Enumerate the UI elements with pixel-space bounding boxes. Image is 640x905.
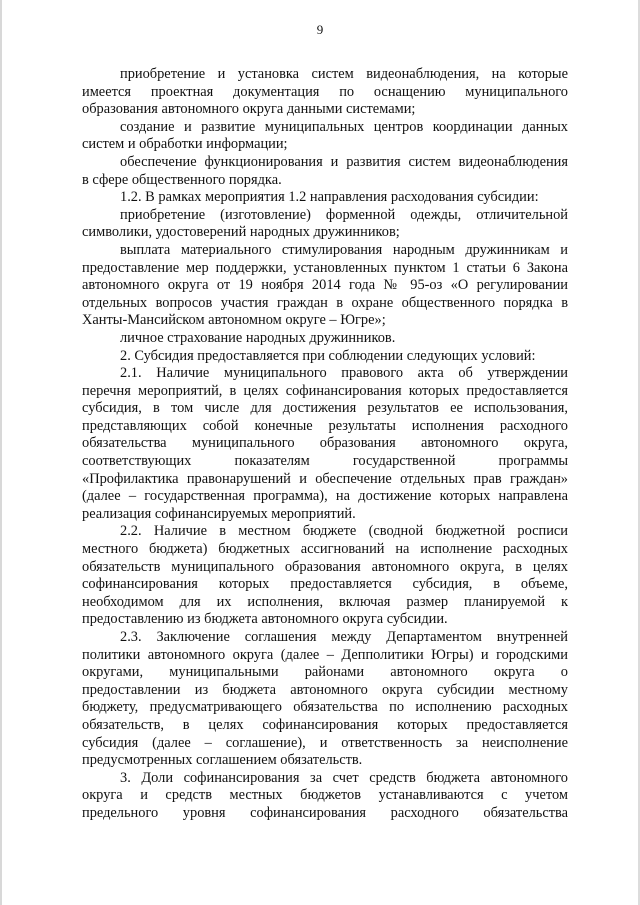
- text-line: местного бюджета) бюджетных ассигнований на исполнение расходных: [82, 541, 568, 558]
- text-line: предоставлению из бюджета автономного округа субсидии.: [82, 611, 448, 628]
- text-line: систем и обработки информации;: [82, 136, 288, 153]
- text-line: необходимом для их исполнения, включая размер планируемой к: [82, 593, 568, 610]
- text-line: округами, муниципальными районами автономного округа о: [82, 664, 568, 681]
- text-line: в сфере общественного порядка.: [82, 171, 282, 188]
- text-line: имеется проектная документация по оснащению муниципального: [82, 83, 568, 100]
- text-line: соответствующих показателям государственной программы: [82, 453, 568, 470]
- text-line: приобретение (изготовление) форменной одежды, отличительной: [120, 206, 568, 223]
- text-line: реализация софинансируемых мероприятий.: [82, 505, 356, 522]
- text-line: 2.2. Наличие в местном бюджете (сводной бюджетной росписи: [120, 523, 568, 540]
- text-line: образования автономного округа данными системами;: [82, 101, 416, 118]
- text-line: автономного округа от 19 ноября 2014 года № 95-оз «О регулировании: [82, 277, 568, 294]
- text-line: представляющих собой конечные результаты исполнения расходного: [82, 417, 568, 434]
- text-line: субсидия (далее – соглашение), и ответственность за неисполнение: [82, 734, 568, 751]
- document-body: [82, 66, 568, 823]
- text-line: 3. Доли софинансирования за счет средств бюджета автономного: [120, 769, 568, 786]
- text-line: обеспечение функционирования и развития систем видеонаблюдения: [120, 153, 568, 170]
- text-line: 2. Субсидия предоставляется при соблюдении следующих условий:: [120, 347, 536, 364]
- text-line: символики, удостоверений народных дружинников;: [82, 224, 400, 241]
- text-line: выплата материального стимулирования народным дружинникам и: [120, 241, 568, 258]
- text-line: предоставлении из бюджета автономного округа субсидии местному: [82, 681, 568, 698]
- text-line: приобретение и установка систем видеонаблюдения, на которые: [120, 66, 568, 82]
- text-line: 2.1. Наличие муниципального правового акта об утверждении: [120, 365, 568, 382]
- text-line: (далее – государственная программа), на достижение которых направлена: [82, 488, 568, 505]
- text-line: 1.2. В рамках мероприятия 1.2 направления расходования субсидии:: [120, 189, 539, 206]
- text-line: субсидия, в том числе для достижения результатов ее использования,: [82, 400, 568, 417]
- text-line: обязательств муниципального образования автономного округа, в целях: [82, 558, 568, 575]
- text-line: 2.3. Заключение соглашения между Департаментом внутренней: [120, 629, 568, 645]
- text-line: обязательства муниципального образования автономного округа,: [82, 435, 568, 452]
- text-line: Ханты-Мансийском автономном округе – Югре»;: [82, 312, 386, 329]
- text-line: предусмотренных соглашением обязательств.: [82, 752, 363, 769]
- text-line: предоставление мер поддержки, установленных пунктом 1 статьи 6 Закона: [82, 259, 568, 276]
- text-line: «Профилактика правонарушений и обеспечение отдельных прав граждан»: [82, 470, 568, 487]
- text-line: предельного уровня софинансирования расходного обязательства: [82, 804, 568, 821]
- page-number: 9: [316, 22, 324, 37]
- text-line: отдельных вопросов участия граждан в охране общественного порядка в: [82, 294, 568, 311]
- scan-edge-left: [0, 0, 2, 905]
- text-line: политики автономного округа (далее – Депполитики Югры) и городскими: [82, 646, 568, 663]
- text-line: софинансирования которых предоставляется субсидия, в объеме,: [82, 576, 568, 593]
- text-line: округа и средств местных бюджетов устанавливаются с учетом: [82, 787, 568, 804]
- text-line: перечня мероприятий, в целях софинансирования которых предоставляется: [82, 382, 568, 399]
- text-line: создание и развитие муниципальных центров координации данных: [120, 118, 568, 135]
- text-line: личное страхование народных дружинников.: [120, 329, 396, 346]
- text-line: обязательств, в целях софинансирования которых предоставляется: [82, 716, 568, 733]
- text-line: бюджету, предусматривающего обязательства по исполнению расходных: [82, 699, 568, 716]
